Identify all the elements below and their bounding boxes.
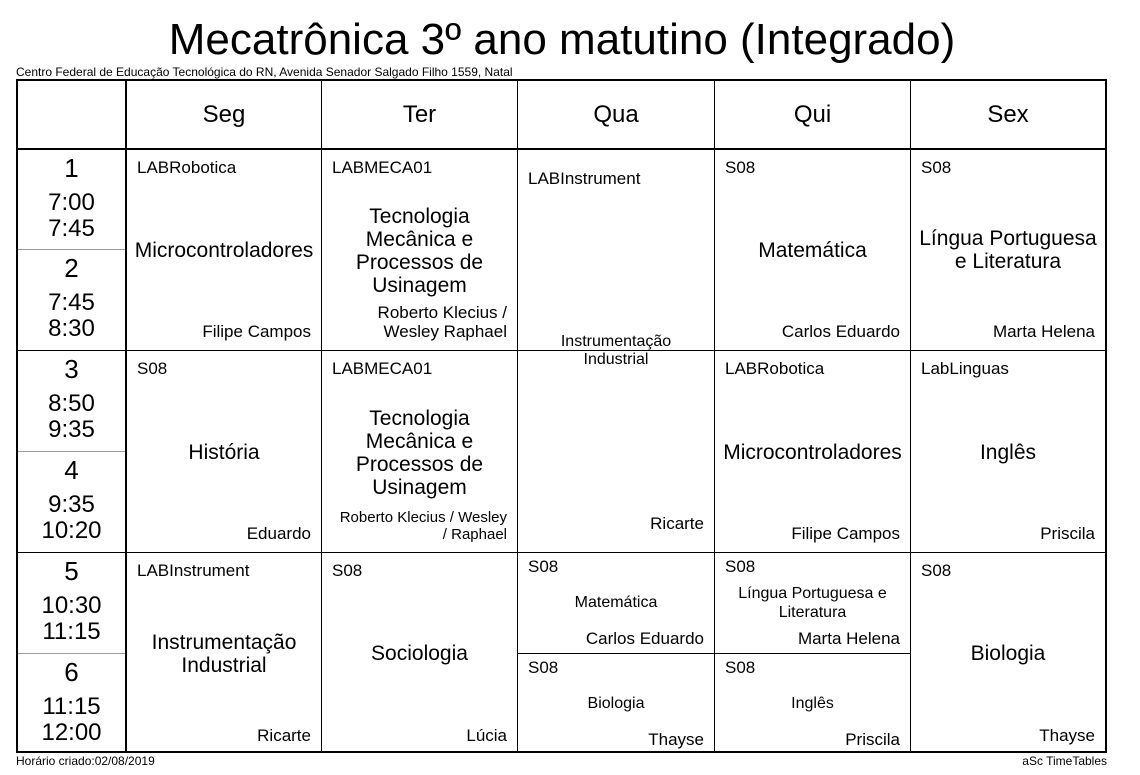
- lesson-teacher: Ricarte: [650, 514, 704, 533]
- lesson-subject: Tecnologia Mecânica e Processos de Usinagem: [355, 407, 484, 499]
- lesson-subject: Matemática: [574, 594, 658, 611]
- lesson-room: S08: [137, 359, 168, 378]
- lesson-subject: Instrumentação Industrial: [151, 631, 297, 677]
- created-date: Horário criado:02/08/2019: [16, 754, 155, 768]
- lesson-room: S08: [921, 158, 952, 177]
- lesson-subject: Sociologia: [371, 642, 468, 665]
- school-address: Centro Federal de Educação Tecnológica do RN, Avenida Senador Salgado Filho 1559, Natal: [16, 65, 513, 79]
- lesson-card[interactable]: [127, 351, 321, 552]
- period-end: 7:45: [48, 215, 95, 242]
- period-end: 9:35: [48, 416, 95, 443]
- lesson-card[interactable]: [518, 553, 714, 653]
- period-6: [18, 654, 125, 751]
- lesson-room: S08: [921, 561, 952, 580]
- lesson-room: S08: [725, 658, 756, 677]
- lesson-subject: Instrumentação Industrial: [560, 333, 672, 368]
- lesson-subject: História: [188, 441, 260, 464]
- lesson-teacher: Marta Helena: [797, 629, 900, 648]
- lesson-card[interactable]: [127, 150, 321, 350]
- period-number: 3: [64, 354, 79, 384]
- lesson-teacher: Lúcia: [466, 726, 507, 745]
- lesson-subject: Inglês: [791, 695, 834, 712]
- lesson-room: S08: [332, 561, 363, 580]
- lesson-subject: Língua Portuguesa e Literatura: [919, 227, 1097, 273]
- period-start: 7:00: [48, 189, 95, 216]
- lesson-teacher: Priscila: [845, 730, 900, 749]
- period-end: 10:20: [41, 517, 102, 544]
- generator-credit: aSc TimeTables: [1022, 754, 1107, 768]
- lesson-teacher: Filipe Campos: [202, 322, 311, 341]
- lesson-room: S08: [528, 557, 559, 576]
- lesson-card[interactable]: [518, 150, 714, 552]
- lesson-room: S08: [725, 158, 756, 177]
- lesson-card[interactable]: [518, 654, 714, 751]
- day-header-qua: Qua: [593, 101, 639, 128]
- lesson-subject: Microcontroladores: [134, 239, 314, 262]
- lesson-room: LABMECA01: [332, 359, 433, 378]
- lesson-card[interactable]: [715, 150, 910, 350]
- period-5: [18, 553, 125, 653]
- period-start: 11:15: [42, 693, 101, 720]
- period-start: 8:50: [48, 390, 95, 417]
- period-end: 11:15: [42, 618, 101, 645]
- period-end: 12:00: [41, 719, 102, 746]
- lesson-card[interactable]: [715, 654, 910, 751]
- timetable-grid: [16, 79, 1107, 753]
- period-number: 2: [64, 253, 79, 283]
- lesson-teacher: Roberto Klecius / Wesley Raphael: [377, 303, 507, 341]
- day-header-sex: Sex: [987, 101, 1029, 128]
- lesson-subject: Matemática: [758, 239, 867, 262]
- lesson-room: LABRobotica: [137, 158, 237, 177]
- page-title: Mecatrônica 3º ano matutino (Integrado): [168, 15, 956, 64]
- period-3: [18, 351, 125, 451]
- period-start: 10:30: [41, 592, 102, 619]
- lesson-card[interactable]: [911, 553, 1105, 751]
- lesson-teacher: Thayse: [648, 730, 704, 749]
- lesson-room: LABInstrument: [137, 561, 250, 580]
- lesson-teacher: Thayse: [1039, 726, 1095, 745]
- lesson-room: LABRobotica: [725, 359, 825, 378]
- day-header-qui: Qui: [793, 101, 832, 128]
- period-number: 6: [64, 657, 79, 687]
- lesson-room: LABMECA01: [332, 158, 433, 177]
- lesson-card[interactable]: [715, 351, 910, 552]
- lesson-card[interactable]: [127, 553, 321, 751]
- day-header-ter: Ter: [402, 101, 437, 128]
- period-number: 4: [64, 455, 79, 485]
- lesson-room: S08: [528, 658, 559, 677]
- lesson-teacher: Roberto Klecius / Wesley / Raphael: [339, 509, 507, 543]
- period-end: 8:30: [48, 315, 95, 342]
- lesson-card[interactable]: [715, 553, 910, 653]
- lesson-card[interactable]: [322, 553, 517, 751]
- period-number: 5: [64, 556, 79, 586]
- lesson-card[interactable]: [911, 150, 1105, 350]
- lesson-subject: Biologia: [587, 695, 645, 712]
- day-header-seg: Seg: [202, 101, 246, 128]
- period-2: [18, 250, 125, 350]
- lesson-card[interactable]: [322, 150, 517, 350]
- period-number: 1: [64, 153, 79, 183]
- lesson-subject: Tecnologia Mecânica e Processos de Usinagem: [355, 205, 484, 297]
- period-1: [18, 150, 125, 250]
- lesson-teacher: Carlos Eduardo: [781, 322, 900, 341]
- lesson-teacher: Marta Helena: [992, 322, 1095, 341]
- lesson-subject: Biologia: [970, 642, 1046, 665]
- lesson-subject: Microcontroladores: [723, 441, 902, 464]
- period-start: 7:45: [48, 289, 95, 316]
- lesson-teacher: Carlos Eduardo: [585, 629, 704, 648]
- lesson-room: LabLinguas: [921, 359, 1009, 378]
- lesson-card[interactable]: [322, 351, 517, 552]
- lesson-teacher: Ricarte: [257, 726, 311, 745]
- lesson-room: LABInstrument: [528, 169, 641, 188]
- period-start: 9:35: [48, 491, 95, 518]
- lesson-teacher: Eduardo: [246, 524, 311, 543]
- lesson-card[interactable]: [911, 351, 1105, 552]
- lesson-teacher: Priscila: [1040, 524, 1095, 543]
- lesson-room: S08: [725, 557, 756, 576]
- lesson-subject: Inglês: [979, 441, 1037, 464]
- period-4: [18, 452, 125, 552]
- lesson-teacher: Filipe Campos: [791, 524, 900, 543]
- lesson-subject: Língua Portuguesa e Literatura: [738, 585, 887, 621]
